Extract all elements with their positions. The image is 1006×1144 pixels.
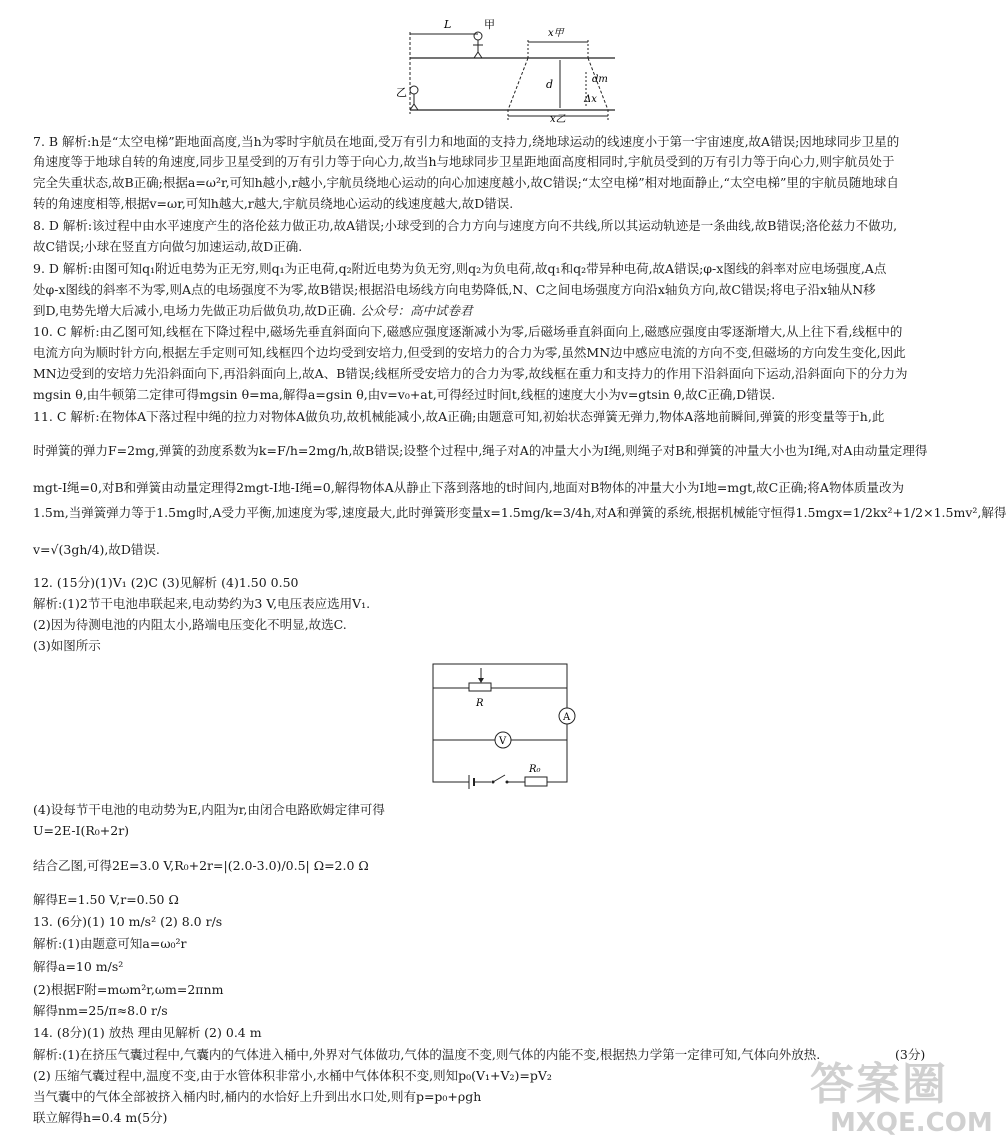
circuit-diagram — [425, 658, 585, 788]
q13-line-4: (2)根据F附=mωm²r,ωm=2πnm — [33, 982, 224, 997]
q12-line-8: 解得E=1.50 V,r=0.50 Ω — [33, 892, 179, 907]
q12-line-7: 结合乙图,可得2E=3.0 V,R₀+2r=|(2.0-3.0)/0.5| Ω=2.0 Ω — [33, 858, 369, 873]
label-L: L — [444, 18, 452, 31]
q9-line-3-row — [33, 301, 972, 321]
watermark-stamp — [810, 1040, 993, 1140]
q12-line-4: (3)如图所示 — [33, 638, 101, 653]
label-yi: 乙 — [396, 86, 407, 99]
q7-line-4: 转的角速度相等,根据v=ωr,可知h越大,r越大,宇航员绕地心运动的线速度越大,故D错误. — [33, 196, 514, 211]
label-d: d — [546, 78, 554, 91]
label-dx: Δx — [584, 94, 597, 105]
label-dm: dm — [592, 74, 608, 85]
q14-line-1: 14. (8分)(1) 放热 理由见解析 (2) 0.4 m — [33, 1025, 262, 1040]
q10-line-4: mgsin θ,由牛顿第二定律可得mgsin θ=ma,解得a=gsin θ,由v=v₀+at,可得经过时间t,线框的速度大小为v=gtsin θ,故C正确,D错误. — [33, 387, 776, 402]
q13-line-5: 解得nm=25/π≈8.0 r/s — [33, 1003, 168, 1018]
q11-line-1: 11. C 解析:在物体A下落过程中绳的拉力对物体A做负功,故机械能减小,故A正确;由题意可知,初始状态弹簧无弹力,物体A落地前瞬间,弹簧的形变量等于h,此 — [33, 409, 885, 424]
q13-line-3: 解得a=10 m/s² — [33, 959, 124, 974]
label-R0: R₀ — [529, 764, 541, 775]
q13-line-2: 解析:(1)由题意可知a=ω₀²r — [33, 936, 187, 951]
q8-line-2: 故C错误;小球在竖直方向做匀加速运动,故D正确. — [33, 239, 303, 254]
label-A: A — [563, 712, 571, 723]
q14-line-2-score: (3分) — [895, 1047, 926, 1062]
q10-line-1: 10. C 解析:由乙图可知,线框在下降过程中,磁场先垂直斜面向下,磁感应强度逐渐减小为零,后磁场垂直斜面向上,磁感应强度由零逐渐增大,从上往下看,线框中的 — [33, 324, 903, 339]
q12-line-2: 解析:(1)2节干电池串联起来,电动势约为3 V,电压表应选用V₁. — [33, 596, 371, 611]
stamp-text-1: 答案圈 — [810, 1059, 948, 1110]
q11-line-5: v=√(3gh/4),故D错误. — [33, 542, 160, 557]
q11-line-3: mgt-I绳=0,对B和弹簧由动量定理得2mgt-I地-I绳=0,解得物体A从静止下落到落地的t时间内,地面对B物体的冲量大小为I地=mgt,故C正确;将A物体质量改为 — [33, 480, 904, 495]
label-x-yi: x乙 — [550, 114, 566, 125]
q14-line-3: (2) 压缩气囊过程中,温度不变,由于水管体积非常小,水桶中气体体积不变,则知p₀(V₁+V₂)=pV₂ — [33, 1068, 552, 1083]
q14-line-4: 当气囊中的气体全部被挤入桶内时,桶内的水恰好上升到出水口处,则有p=p₀+ρgh — [33, 1089, 482, 1104]
q11-line-4: 1.5m,当弹簧弹力等于1.5mg时,A受力平衡,加速度为零,速度最大,此时弹簧形变量x=1.5mg/k=3/4h,对A和弹簧的系统,根据机械能守恒得1.5mgx=1/2kx²+1/2×1.5mv²,解得 — [33, 505, 1006, 520]
q9-line-3: 到D,电势先增大后减小,电场力先做正功后做负功,故D正确. — [33, 303, 356, 318]
q10-line-3: MN边受到的安培力先沿斜面向下,再沿斜面向上,故A、B错误;线框所受安培力的合力为零,故线框在重力和支持力的作用下沿斜面向下运动,沿斜面向下的分力为 — [33, 366, 908, 381]
label-jia: 甲 — [484, 18, 495, 31]
stamp-text-2: MXQE.COM — [830, 1108, 993, 1138]
label-V: V — [499, 736, 507, 747]
q7-line-3: 完全失重状态,故B正确;根据a=ω²r,可知h越小,r越小,宇航员绕地心运动的向心加速度越小,故C错误;“太空电梯”相对地面静止,“太空电梯”里的宇航员随地球自 — [33, 175, 899, 190]
q9-line-1: 9. D 解析:由图可知q₁附近电势为正无穷,则q₁为正电荷,q₂附近电势为负无穷,则q₂为负电荷,故q₁和q₂带异种电荷,故A错误;φ-x图线的斜率对应电场强度,A点 — [33, 261, 887, 276]
q11-line-2: 时弹簧的弹力F=2mg,弹簧的劲度系数为k=F/h=2mg/h,故B错误;设整个过程中,绳子对A的冲量大小为I绳,则绳子对B和弹簧的冲量大小也为I绳,对A由动量定理得 — [33, 443, 928, 458]
q10-line-2: 电流方向为顺时针方向,根据左手定则可知,线框四个边均受到安培力,但受到的安培力的合力为零,虽然MN边中感应电流的方向不变,但磁场的方向发生变化,因此 — [33, 345, 906, 360]
q13-line-1: 13. (6分)(1) 10 m/s² (2) 8.0 r/s — [33, 914, 223, 929]
q12-line-6: U=2E-I(R₀+2r) — [33, 823, 130, 838]
q14-line-5: 联立解得h=0.4 m(5分) — [33, 1110, 168, 1125]
q7-line-2: 角速度等于地球自转的角速度,同步卫星受到的万有引力等于向心力,故当h与地球同步卫星距地面高度相同时,宇航员受到的万有引力等于向心力,则宇航员处于 — [33, 154, 895, 169]
q12-line-3: (2)因为待测电池的内阻太小,路端电压变化不明显,故选C. — [33, 617, 347, 632]
q9-line-2: 处φ-x图线的斜率不为零,则A点的电场强度不为零,故B错误;根据沿电场线方向电势降低,N、C之间电场强度方向沿x轴负方向,故C错误;将电子沿x轴从N移 — [33, 282, 876, 297]
q12-line-1: 12. (15分)(1)V₁ (2)C (3)见解析 (4)1.50 0.50 — [33, 575, 299, 590]
q8-line-1: 8. D 解析:该过程中由水平速度产生的洛伦兹力做正功,故A错误;小球受到的合力方向与速度方向不共线,所以其运动轨迹是一条曲线,故B错误;洛伦兹力不做功, — [33, 218, 898, 233]
q12-line-5: (4)设每节干电池的电动势为E,内阻为r,由闭合电路欧姆定律可得 — [33, 802, 385, 817]
resistor-R — [469, 683, 491, 691]
q7-line-1: 7. B 解析:h是“太空电梯”距地面高度,当h为零时宇航员在地面,受万有引力和地面的支持力,绕地球运动的线速度小于第一宇宙速度,故A错误;因地球同步卫星的 — [33, 134, 900, 149]
top-diagram — [396, 12, 630, 125]
resistor-R0 — [525, 777, 547, 786]
label-R: R — [476, 698, 484, 709]
watermark-text: 公众号：高中试卷君 — [359, 303, 473, 318]
q14-line-2: 解析:(1)在挤压气囊过程中,气囊内的气体进入桶中,外界对气体做功,气体的温度不变,则气体的内能不变,根据热力学第一定律可知,气体向外放热. — [33, 1047, 821, 1062]
label-x-jia: x甲 — [548, 28, 564, 39]
